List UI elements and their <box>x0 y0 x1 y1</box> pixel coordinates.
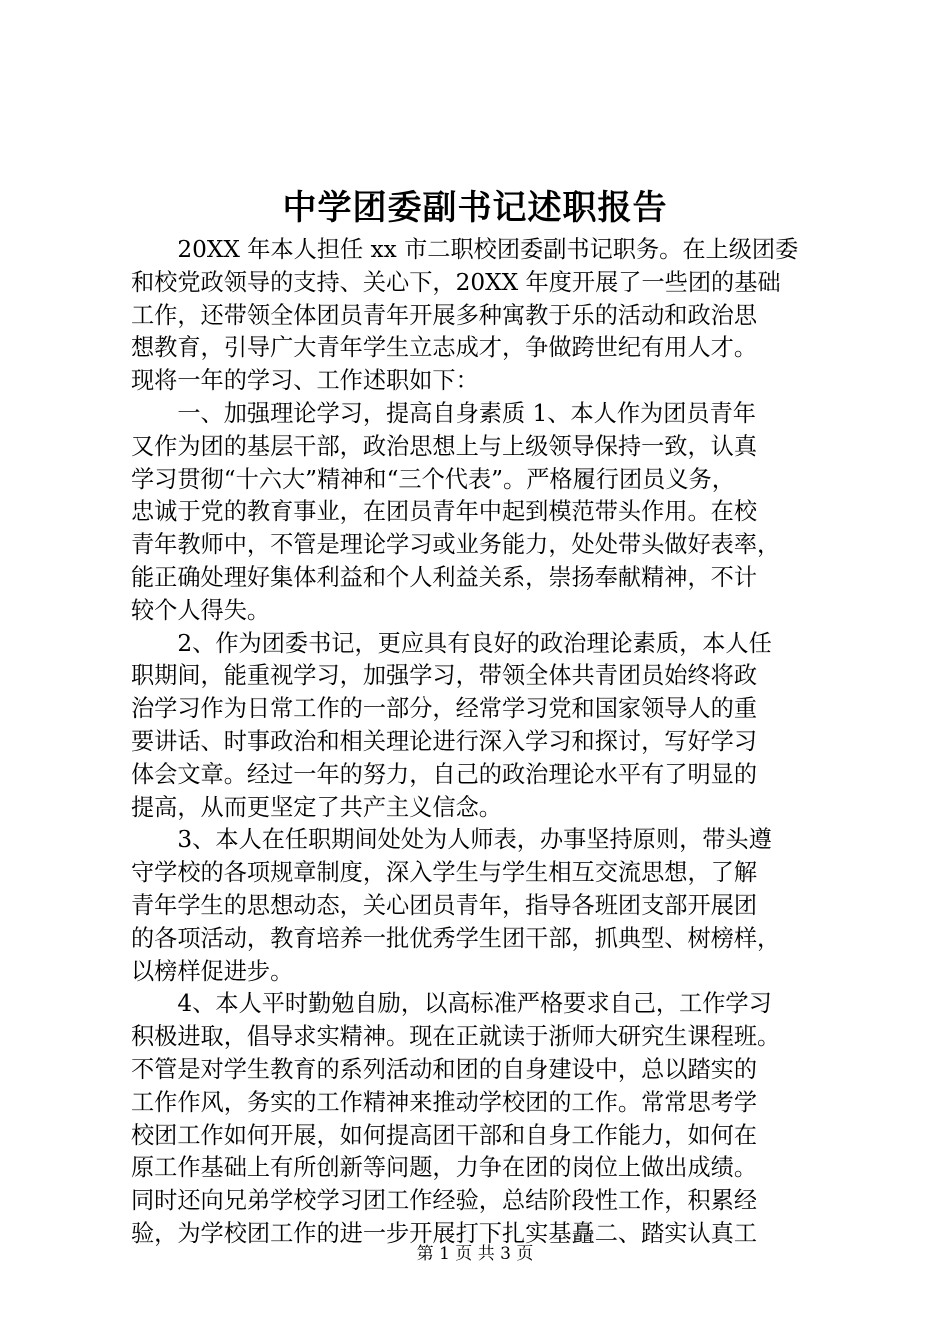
body-line: 一、加强理论学习，提高自身素质 1、本人作为团员青年 <box>131 399 756 427</box>
body-line: 工作，还带领全体团员青年开展多种寓教于乐的活动和政治思 <box>131 301 758 329</box>
body-line: 守学校的各项规章制度，深入学生与学生相互交流思想，了解 <box>131 859 758 887</box>
body-line: 原工作基础上有所创新等问题，力争在团的岗位上做出成绩。 <box>131 1154 758 1182</box>
body-line: 青年教师中，不管是理论学习或业务能力，处处带头做好表率， <box>131 531 781 559</box>
body-line: 青年学生的思想动态，关心团员青年，指导各班团支部开展团 <box>131 891 758 919</box>
body-line: 工作作风，务实的工作精神来推动学校团的工作。常常思考学 <box>131 1088 758 1116</box>
body-line: 验，为学校团工作的进一步开展打下扎实基矗二、踏实认真工 <box>131 1219 758 1247</box>
body-line: 的各项活动，教育培养一批优秀学生团干部，抓典型、树榜样， <box>131 924 781 952</box>
body-line: 提高，从而更坚定了共产主义信念。 <box>131 793 502 821</box>
body-line: 3、本人在任职期间处处为人师表，办事坚持原则，带头遵 <box>131 826 772 854</box>
body-line: 同时还向兄弟学校学习团工作经验，总结阶段性工作，积累经 <box>131 1187 758 1215</box>
body-line: 体会文章。经过一年的努力，自己的政治理论水平有了明显的 <box>131 760 758 788</box>
body-line: 要讲话、时事政治和相关理论进行深入学习和探讨，写好学习 <box>131 727 758 755</box>
body-line: 较个人得失。 <box>131 596 271 624</box>
body-line: 校团工作如何开展，如何提高团干部和自身工作能力，如何在 <box>131 1121 758 1149</box>
body-line: 2、作为团委书记，更应具有良好的政治理论素质，本人任 <box>131 629 772 657</box>
body-line: 职期间，能重视学习，加强学习，带领全体共青团员始终将政 <box>131 662 758 690</box>
body-line: 4、本人平时勤勉自励，以高标准严格要求自己，工作学习 <box>131 990 772 1018</box>
body-line: 想教育，引导广大青年学生立志成才，争做跨世纪有用人才。 <box>131 334 758 362</box>
body-line: 忠诚于党的教育事业，在团员青年中起到模范带头作用。在校 <box>131 498 758 526</box>
page-footer: 第 1 页 共 3 页 <box>416 1244 534 1264</box>
document-title: 中学团委副书记述职报告 <box>282 188 668 228</box>
body-line: 和校党政领导的支持、关心下，20XX 年度开展了一些团的基础 <box>131 268 781 296</box>
body-line: 20XX 年本人担任 xx 市二职校团委副书记职务。在上级团委 <box>131 236 799 263</box>
body-line: 治学习作为日常工作的一部分，经常学习党和国家领导人的重 <box>131 695 758 723</box>
body-line: 又作为团的基层干部，政治思想上与上级领导保持一致，认真 <box>131 432 758 460</box>
document-body <box>131 234 831 1251</box>
body-line: 学习贯彻“十六大”精神和“三个代表”。严格履行团员义务， <box>131 465 735 493</box>
body-line: 不管是对学生教育的系列活动和团的自身建设中，总以踏实的 <box>131 1055 758 1083</box>
body-line: 以榜样促进步。 <box>131 957 294 985</box>
body-line: 能正确处理好集体利益和个人利益关系，崇扬奉献精神，不计 <box>131 563 758 591</box>
body-line: 现将一年的学习、工作述职如下： <box>131 367 479 395</box>
body-line: 积极进取，倡导求实精神。现在正就读于浙师大研究生课程班。 <box>131 1023 781 1051</box>
